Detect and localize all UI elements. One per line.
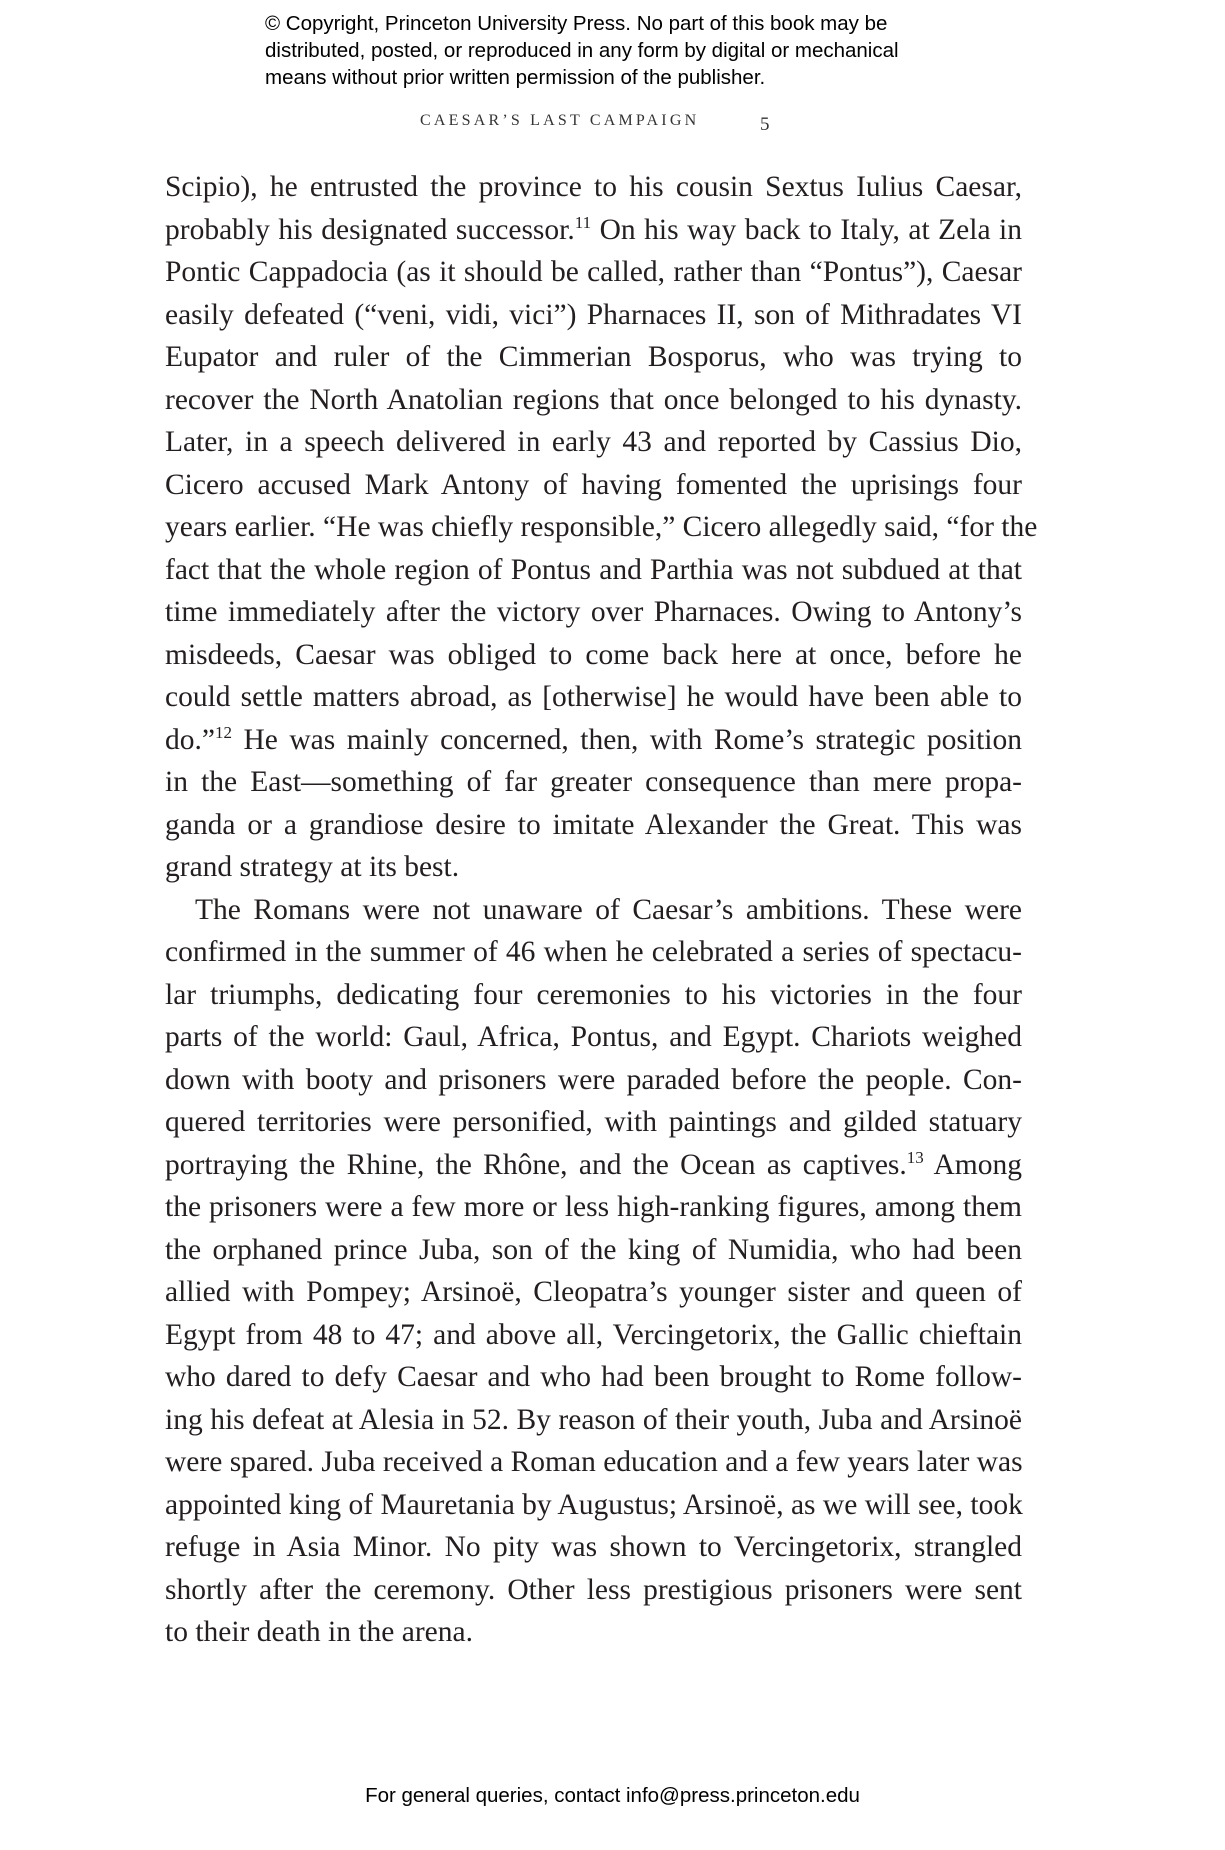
text-segment: fact that the whole region of Pontus and Parthia was not subdued at that: [165, 553, 1022, 586]
text-segment: the orphaned prince Juba, son of the king of Numidia, who had been: [165, 1233, 1022, 1266]
text-line: [165, 1016, 1022, 1059]
text-segment: Pontic Cappadocia (as it should be called, rather than “Pontus”), Caesar: [165, 256, 1022, 288]
text-segment: allied with Pompey; Arsinoë, Cleopatra’s younger sister and queen of: [165, 1276, 1022, 1308]
text-line: [165, 1569, 1022, 1612]
text-line: [165, 294, 1022, 337]
text-segment: were spared. Juba received a Roman education and a few years later was: [165, 1446, 1023, 1478]
text-line: [165, 761, 1022, 804]
text-segment: appointed king of Mauretania by Augustus; Arsinoë, as we will see, took: [165, 1488, 1023, 1521]
text-segment: grand strategy at its best.: [165, 851, 460, 883]
text-segment: portraying the Rhine, the Rhône, and the Ocean as captives.: [165, 1148, 907, 1181]
text-segment: quered territories were personified, with paintings and gilded statuary: [165, 1106, 1022, 1138]
text-segment: in the East—something of far greater consequence than mere propa-: [165, 766, 1022, 798]
text-segment: Eupator and ruler of the Cimmerian Bosporus, who was trying to: [165, 341, 1022, 373]
footer-contact: For general queries, contact info@press.princeton.edu: [365, 1784, 860, 1807]
text-line: [165, 889, 1022, 932]
footnote-reference: 13: [906, 1147, 924, 1167]
text-segment: time immediately after the victory over Pharnaces. Owing to Antony’s: [165, 596, 1022, 628]
text-line: [165, 974, 1022, 1017]
text-line: [165, 1314, 1022, 1357]
text-segment: years earlier. “He was chiefly responsible,” Cicero allegedly said, “for the: [165, 511, 1038, 543]
text-segment: probably his designated successor.: [165, 213, 575, 246]
body-text: [165, 166, 1038, 1654]
copyright-line: distributed, posted, or reproduced in any form by digital or mechanical: [265, 39, 899, 62]
paragraph: [165, 889, 1022, 1654]
text-segment: On his way back to Italy, at Zela in: [591, 213, 1022, 246]
text-line: [165, 1186, 1022, 1229]
text-segment: who dared to defy Caesar and who had been brought to Rome follow-: [165, 1361, 1022, 1393]
text-segment: recover the North Anatolian regions that once belonged to his dynasty.: [165, 383, 1022, 416]
text-line: [165, 1611, 1022, 1654]
text-segment: misdeeds, Caesar was obliged to come back here at once, before he: [165, 638, 1022, 671]
text-line: [165, 931, 1022, 974]
copyright-notice: [265, 10, 899, 91]
running-head: [420, 112, 770, 135]
text-segment: lar triumphs, dedicating four ceremonies to his victories in the four: [165, 978, 1022, 1011]
text-line: [165, 166, 1022, 209]
text-line: [165, 846, 1022, 889]
text-segment: Egypt from 48 to 47; and above all, Vercingetorix, the Gallic chieftain: [165, 1318, 1022, 1351]
text-line: [165, 804, 1022, 847]
text-segment: to their death in the arena.: [165, 1616, 473, 1648]
text-line: [165, 591, 1022, 634]
copyright-line: means without prior written permission of the publisher.: [265, 66, 766, 89]
text-line: [165, 379, 1022, 422]
text-line: [165, 1399, 1022, 1442]
text-segment: do.”: [165, 723, 215, 756]
text-line: [165, 1441, 1022, 1484]
text-segment: parts of the world: Gaul, Africa, Pontus, and Egypt. Chariots weighed: [165, 1021, 1022, 1053]
text-segment: easily defeated (“veni, vidi, vici”) Pharnaces II, son of Mithradates VI: [165, 298, 1022, 331]
text-line: [165, 1229, 1022, 1272]
text-line: [165, 1271, 1022, 1314]
text-segment: Later, in a speech delivered in early 43 and reported by Cassius Dio,: [165, 426, 1022, 458]
text-line: [165, 209, 1022, 252]
text-line: [165, 1526, 1022, 1569]
text-segment: could settle matters abroad, as [otherwise] he would have been able to: [165, 681, 1022, 713]
text-segment: the prisoners were a few more or less high-ranking figures, among them: [165, 1191, 1022, 1223]
running-head-title: CAESAR’S LAST CAMPAIGN: [420, 112, 700, 129]
text-segment: Among: [923, 1148, 1022, 1181]
text-line: [165, 336, 1022, 379]
copyright-line: © Copyright, Princeton University Press. No part of this book may be: [265, 12, 888, 35]
footnote-reference: 12: [214, 722, 232, 742]
text-segment: down with booty and prisoners were paraded before the people. Con-: [165, 1063, 1022, 1096]
text-line: [165, 1484, 1022, 1527]
text-line: [165, 506, 1038, 549]
text-line: [165, 549, 1022, 592]
text-segment: Scipio), he entrusted the province to his cousin Sextus Iulius Caesar,: [165, 171, 1022, 203]
text-line: [165, 464, 1022, 507]
text-segment: He was mainly concerned, then, with Rome’s strategic position: [231, 723, 1022, 756]
page-number: 5: [760, 114, 770, 135]
footnote-reference: 11: [574, 212, 592, 232]
text-line: [165, 634, 1022, 677]
text-line: [165, 719, 1022, 762]
text-line: [165, 1356, 1022, 1399]
text-segment: shortly after the ceremony. Other less prestigious prisoners were sent: [165, 1573, 1022, 1606]
text-segment: ing his defeat at Alesia in 52. By reason of their youth, Juba and Arsinoë: [165, 1403, 1022, 1436]
text-segment: refuge in Asia Minor. No pity was shown to Vercingetorix, strangled: [165, 1531, 1022, 1563]
text-line: [165, 676, 1022, 719]
paragraph: [165, 166, 1038, 889]
text-segment: ganda or a grandiose desire to imitate Alexander the Great. This was: [165, 808, 1022, 841]
text-segment: The Romans were not unaware of Caesar’s ambitions. These were: [195, 893, 1022, 926]
text-segment: Cicero accused Mark Antony of having fomented the uprisings four: [165, 468, 1022, 501]
text-line: [165, 251, 1022, 294]
text-line: [165, 1144, 1022, 1187]
text-line: [165, 421, 1022, 464]
text-segment: confirmed in the summer of 46 when he celebrated a series of spectacu-: [165, 936, 1022, 968]
text-line: [165, 1059, 1022, 1102]
text-line: [165, 1101, 1022, 1144]
